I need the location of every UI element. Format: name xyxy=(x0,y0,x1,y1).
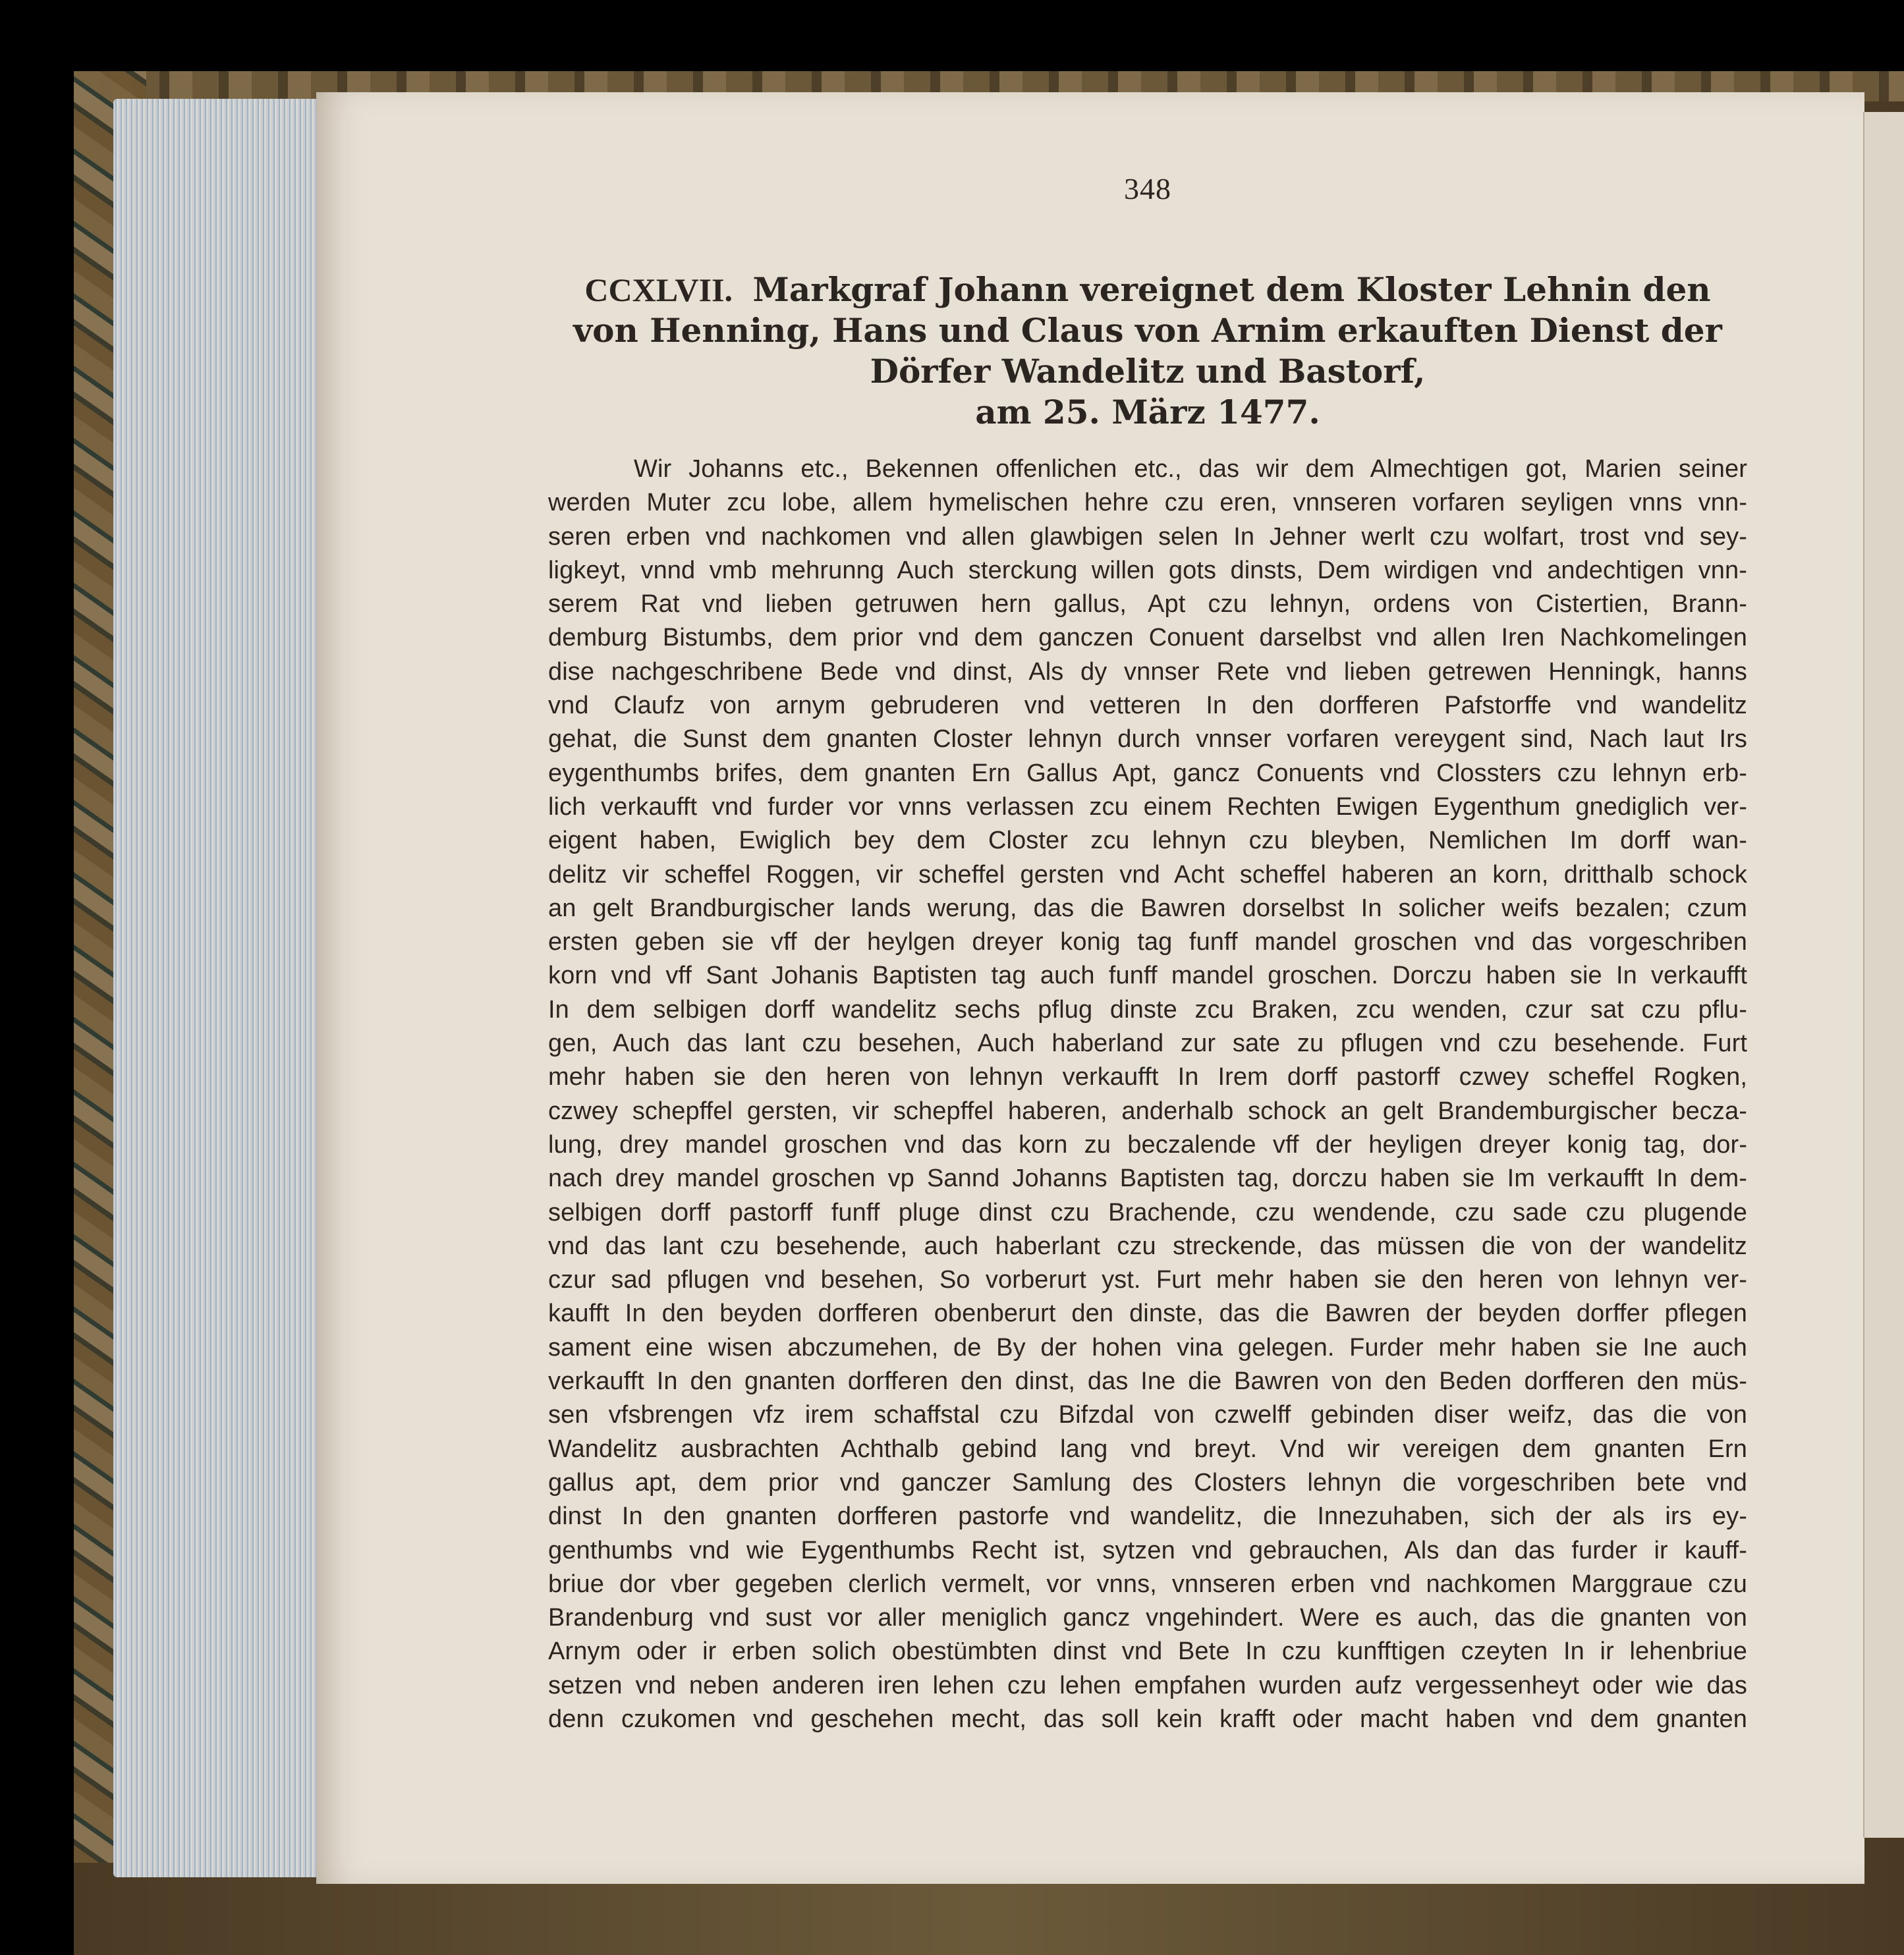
text-line: kaufft In den beyden dorfferen obenberurt den dinste, das die Bawren der beyden dorffer pflegen xyxy=(548,1300,1747,1328)
text-line: czwey schepffel gersten, vir schepffel haberen, anderhalb schock an gelt Brandemburgischer becza- xyxy=(548,1097,1747,1125)
text-line: werden Muter zcu lobe, allem hymelischen hehre czu eren, vnnseren vorfaren seyligen vnns vnn- xyxy=(548,489,1747,517)
text-line: genthumbs vnd wie Eygenthumbs Recht ist, sytzen vnd gebrauchen, Als dan das furder ir kauff- xyxy=(548,1536,1747,1564)
text-line: korn vnd vff Sant Johanis Baptisten tag auch funff mandel groschen. Dorczu haben sie In verkaufft xyxy=(548,962,1747,990)
text-line: Arnym oder ir erben solich obestümbten dinst vnd Bete In czu kunfftigen czeyten In ir lehenbriue xyxy=(548,1638,1747,1666)
text-line: Brandenburg vnd sust vor aller meniglich gancz vngehindert. Were es auch, das die gnanten von xyxy=(548,1604,1747,1632)
document-number: CCXLVII. xyxy=(584,271,733,308)
text-line: lung, drey mandel groschen vnd das korn zu beczalende vff der heyligen dreyer konig tag, dor- xyxy=(548,1130,1747,1159)
text-line: Wandelitz ausbrachten Achthalb gebind lang vnd breyt. Vnd wir vereigen dem gnanten Ern xyxy=(548,1435,1747,1463)
text-line: eygenthumbs brifes, dem gnanten Ern Gallus Apt, gancz Conuents vnd Clossters czu lehnyn erb- xyxy=(548,759,1747,787)
text-line: setzen vnd neben anderen iren lehen czu lehen empfahen wurden aufz vergessenheyt oder wie das xyxy=(548,1671,1747,1699)
text-line: vnd das lant czu besehende, auch haberlant czu streckende, das müssen die von der wandelitz xyxy=(548,1232,1747,1260)
text-line: delitz vir scheffel Roggen, vir scheffel gersten vnd Acht scheffel haberen an korn, dritthalb schock xyxy=(548,860,1747,889)
text-line: ligkeyt, vnnd vmb mehrunng Auch sterckung willen gots dinsts, Dem wirdigen vnd andechtigen vnn- xyxy=(548,556,1747,584)
text-line: czur sad pflugen vnd besehen, So vorberurt yst. Furt mehr haben sie den heren von lehnyn ver- xyxy=(548,1266,1747,1294)
text-line: gallus apt, dem prior vnd ganczer Samlung des Closters lehnyn die vorgeschriben bete vnd xyxy=(548,1468,1747,1497)
text-line: dise nachgeschribene Bede vnd dinst, Als dy vnnser Rete vnd lieben getrewen Henningk, hanns xyxy=(548,657,1747,686)
text-line: lich verkaufft vnd furder vor vnns verlassen zcu einem Rechten Ewigen Eygenthum gnediglich ver- xyxy=(548,792,1747,821)
page-number: 348 xyxy=(1124,172,1171,206)
text-line: In dem selbigen dorff wandelitz sechs pflug dinste zcu Braken, zcu wenden, czur sat czu pflu- xyxy=(548,995,1747,1024)
text-line: dinst In den gnanten dorfferen pastorfe vnd wandelitz, die Innezuhaben, sich der als irs ey- xyxy=(548,1502,1747,1531)
text-line: demburg Bistumbs, dem prior vnd dem ganczen Conuent darselbst vnd allen Iren Nachkomelingen xyxy=(548,624,1747,652)
text-line: mehr haben sie den heren von lehnyn verkaufft In Irem dorff pastorff czwey scheffel Rogken, xyxy=(548,1063,1747,1091)
text-line: selbigen dorff pastorff funff pluge dinst czu Brachende, czu wendende, czu sade czu plugende xyxy=(548,1198,1747,1226)
text-line: nach drey mandel groschen vp Sannd Johanns Baptisten tag, dorczu haben sie Im verkaufft In dem- xyxy=(548,1165,1747,1193)
page-content xyxy=(548,171,1747,1736)
text-line: sament eine wisen abczumehen, de By der hohen vina gelegen. Furder mehr haben sie Ine auch xyxy=(548,1333,1747,1362)
text-line: denn czukomen vnd geschehen mecht, das soll kein krafft oder macht haben vnd dem gnanten xyxy=(548,1705,1747,1733)
body-text xyxy=(548,453,1747,1736)
text-line: briue dor vber gegeben clerlich vermelt, vor vnns, vnnseren erben vnd nachkomen Marggraue czu xyxy=(548,1570,1747,1598)
text-line: Wir Johanns etc., Bekennen offenlichen etc., das wir dem Almechtigen got, Marien seiner xyxy=(634,455,1747,483)
text-line: seren erben vnd nachkomen vnd allen glawbigen selen In Jehner werlt czu wolfart, trost vnd sey- xyxy=(548,522,1747,551)
document-heading xyxy=(548,269,1747,433)
text-line: verkaufft In den gnanten dorfferen den dinst, das Ine die Bawren von den Beden dorfferen den müs- xyxy=(548,1367,1747,1396)
document-date: am 25. März 1477. xyxy=(975,393,1320,431)
text-line: eigent haben, Ewiglich bey dem Closter zcu lehnyn czu bleyben, Nemlichen Im dorff wan- xyxy=(548,827,1747,855)
text-line: gehat, die Sunst dem gnanten Closter lehnyn durch vnnser vorfaren vereygent sind, Nach laut Irs xyxy=(548,725,1747,754)
text-line: serem Rat vnd lieben getruwen hern gallus, Apt czu lehnyn, ordens von Cistertien, Brann- xyxy=(548,590,1747,619)
text-line: ersten geben sie vff der heylgen dreyer konig tag funff mandel groschen vnd das vorgeschriben xyxy=(548,928,1747,956)
document-title: Markgraf Johann vereignet dem Kloster Lehnin den von Henning, Hans und Claus von Arnim erkauften Dienst der Dörfer Wandelitz und Bastorf, xyxy=(573,270,1722,391)
text-line: sen vfsbrengen vfz irem schaffstal czu Bifzdal von czwelff gebinden diser weifz, das die von xyxy=(548,1401,1747,1429)
text-line: an gelt Brandburgischer lands werung, das die Bawren dorselbst In solicher weifs bezalen; czum xyxy=(548,894,1747,922)
page-edges xyxy=(113,99,316,1877)
text-line: vnd Claufz von arnym gebruderen vnd vetteren In den dorfferen Pafstorffe vnd wandelitz xyxy=(548,692,1747,720)
facing-page-edge xyxy=(1863,112,1904,1838)
text-line: gen, Auch das lant czu besehen, Auch haberland zur sate zu pflugen vnd czu besehende. Furt xyxy=(548,1030,1747,1058)
